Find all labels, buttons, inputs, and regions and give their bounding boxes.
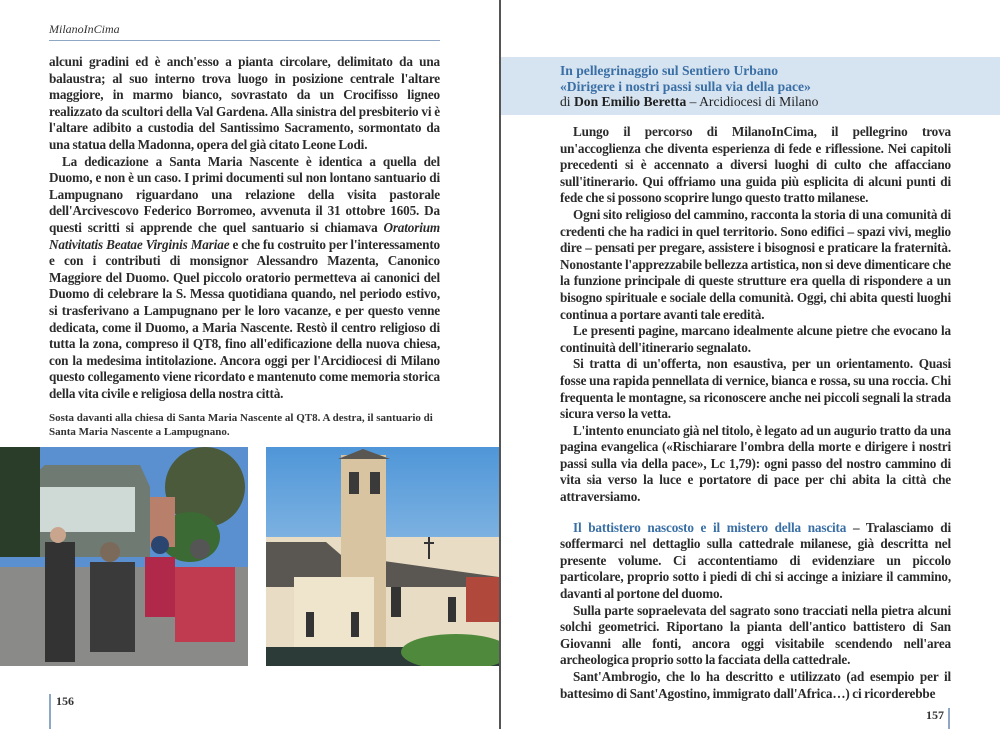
article-header (560, 63, 980, 110)
left-body-text (49, 54, 440, 402)
photo-row (0, 447, 499, 666)
paragraph (49, 154, 440, 403)
byline-prefix: di (560, 94, 571, 109)
paragraph (560, 520, 951, 603)
photo-hikers-image (0, 447, 248, 666)
paragraph-text: – Tralasciamo di soffermarci nel dettaglio sulla cattedrale milanese, già descritta nel presente volume. Ci accontentiamo di evidenziare un piccolo particolare, proprio sotto i piedi di chi si accinge a iniziare il cammino, davanti al portone del duomo. (560, 519, 952, 602)
article-title: In pellegrinaggio sul Sentiero Urbano (560, 63, 779, 78)
photo-group-at-church (0, 447, 248, 666)
article-byline (560, 94, 980, 110)
photo-caption: Sosta davanti alla chiesa di Santa Maria Nascente al QT8. A destra, il santuario di Santa Maria Nascente a Lampugnano. (49, 412, 433, 438)
left-page (0, 0, 499, 729)
paragraph: Lungo il percorso di MilanoInCima, il pellegrino trova un'accoglienza che diventa esperienza di fede e riflessione. Nei capitoli precedenti si è accennato a diversi luoghi di culto che affacciano sull'itinerario. Qui offriamo una guida più esplicita di alcuni punti di fede che si possono scoprire lungo questo tratto milanese. (560, 124, 951, 206)
right-page (501, 0, 1000, 729)
photo-church-image (266, 447, 499, 666)
author-affiliation: – Arcidiocesi di Milano (689, 94, 819, 109)
page-number-right: 157 (926, 708, 950, 729)
article-subtitle: «Dirigere i nostri passi sulla via della pace» (560, 78, 811, 94)
paragraph: Le presenti pagine, marcano idealmente alcune pietre che evocano la continuità dell'itinerario segnalato. (560, 323, 951, 355)
paragraph: alcuni gradini ed è anch'esso a pianta circolare, delimitato da una balaustra; al suo interno trova luogo in posizione centrale l'altare maggiore, in marmo bianco, sovrastato da un Crocifisso ligneo realizzato da scultori della Val Gardena. Alla sinistra del presbiterio vi è l'altare adibito a custodia del Santissimo Sacramento, sormontato da una statua della Madonna, opera del già citato Leone Lodi. (49, 54, 440, 152)
left-text-flow (49, 54, 440, 439)
right-text-flow (560, 124, 951, 702)
section-title: Il battistero nascosto e il mistero della nascita (573, 519, 847, 535)
page-number-left: 156 (49, 694, 74, 729)
paragraph: L'intento enunciato già nel titolo, è legato ad un augurio tratto da una pagina evangelica («Rischiarare l'ombra della morte e dirigere i nostri passi sulla via della pace», Lc 1,79): ogni passo del nostro cammino di vita sia verso la luce e portatore di pace per chi abita la città che attraversiamo. (560, 422, 951, 505)
paragraph: Sant'Ambrogio, che lo ha descritto e utilizzato (ad esempio per il battesimo di Sant'Agostino, immigrato dall'Africa…) ci ricorderebbe (560, 669, 951, 701)
latin-title: Oratorium Nativitatis Beatae Virginis Mariae (49, 219, 440, 252)
paragraph-text: e che fu costruito per l'interessamento e con i contributi di monsignor Alessandro Mazenta, Canonico Maggiore del Duomo. Quel piccolo oratorio permetteva ai canonici del Duomo di celebrare la S. Messa quotidiana quando, nel periodo estivo, si trasferivano a Lampugnano per le loro vacanze, e per questo venne dedicata, come il Duomo, a Maria Nascente. Restò il centro religioso di tutta la zona, compreso il QT8, fino all'edificazione della nuova chiesa, con la medesima intitolazione. Ancora oggi per l'Arcidiocesi di Milano questo collegamento viene ricordato e mantenuto come memoria storica della vita civile e religiosa della nostra città. (49, 236, 441, 401)
photo-santuario-lampugnano (266, 447, 499, 666)
paragraph: Si tratta di un'offerta, non esaustiva, per un orientamento. Quasi fosse una rapida pennellata di vernice, bianca e rossa, su una roccia. Chi frequenta le montagne, sa riconoscere anche nei piccoli segnali la strada sicura verso la vetta. (560, 356, 951, 422)
section-spacer (560, 506, 951, 520)
paragraph-text: La dedicazione a Santa Maria Nascente è identica a quella del Duomo, e non è un caso. I primi documenti sul non lontano santuario di Lampugnano riguardano una relazione della visita pastorale dell'Arcivescovo Federico Borromeo, avvenuta il 31 ottobre 1605. Da questi scritti si apprende che quel santuario si chiamava (49, 153, 440, 235)
author-name: Don Emilio Beretta (573, 94, 687, 109)
paragraph: Sulla parte sopraelevata del sagrato sono tracciati nella pietra alcuni solchi geometrici. Riportano la pianta dell'antico battistero di San Giovanni alle fonti, ancora oggi visitabile scendendo nell'area archeologica proprio sotto la facciata della cattedrale. (560, 602, 951, 668)
running-head: MilanoInCima (49, 22, 440, 41)
right-body-text (560, 124, 951, 702)
paragraph: Ogni sito religioso del cammino, racconta la storia di una comunità di credenti che ha radici in quel territorio. Sono edifici – spazi vivi, meglio dire – pensati per pregare, assistere i bisognosi e praticare la fraternità. Nonostante l'apprezzabile bellezza artistica, non si deve dimenticare che la funzione principale di queste strutture era quella di rispondere a un bisogno spirituale e sociale della comunità. Oggi, chi abita questi luoghi continua a portare avanti tale eredità. (560, 206, 951, 322)
